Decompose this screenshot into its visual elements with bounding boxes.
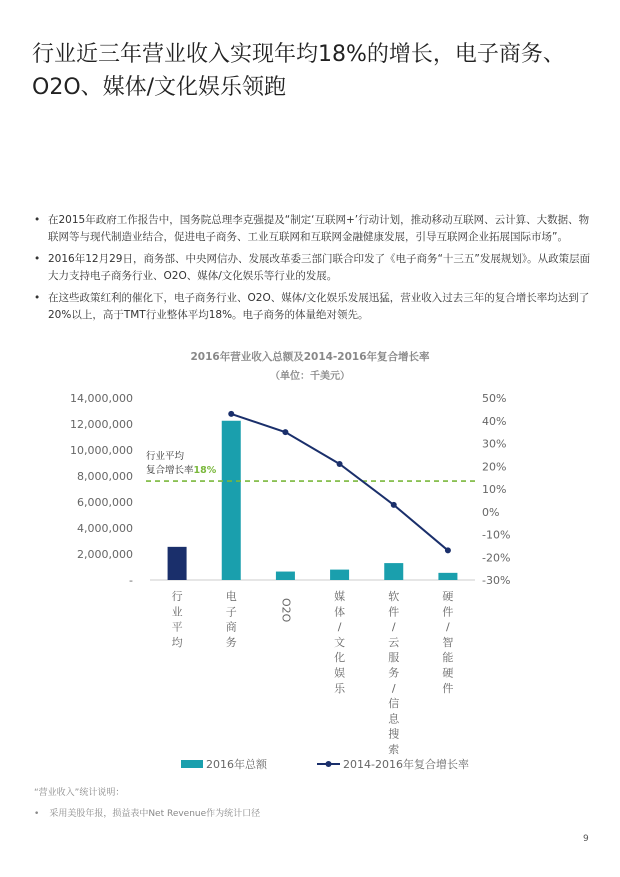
- right-axis-tick-label: 40%: [482, 414, 507, 428]
- right-axis-tick-label: 10%: [482, 483, 507, 496]
- category-label: 硬件/智能硬件: [442, 590, 454, 695]
- growth-rate-point: [337, 461, 343, 467]
- bullet-dot: •: [34, 214, 41, 226]
- reference-label-value: 18%: [193, 465, 217, 477]
- bar: [276, 572, 295, 580]
- bullet-text: 在2015年政府工作报告中，国务院总理李克强提及“制定‘互联网+’行动计划，推动移动互联网、云计算、大数据、物联网等与现代制造业结合，促进电子商务、工业互联网和互联网金融健康发展，引导互联网企业拓展国际市场”。: [48, 214, 590, 243]
- chart-title: 2016年营业收入总额及2014-2016年复合增长率: [190, 351, 430, 363]
- left-axis-tick-label: 8,000,000: [77, 470, 133, 483]
- footnote-item: [34, 806, 260, 819]
- bullet-text: 在这些政策红利的催化下，电子商务行业、O2O、媒体/文化娱乐发展迅猛，营业收入过去三年的复合增长率均达到了20%以上，高于TMT行业整体平均18%。电子商务的体量绝对领先。: [48, 292, 590, 321]
- bar: [168, 547, 187, 580]
- bullet-dot: •: [34, 292, 41, 304]
- growth-rate-point: [445, 547, 451, 553]
- legend-bar-swatch: [181, 760, 203, 768]
- growth-rate-line: [231, 414, 448, 551]
- bullet-item: [34, 290, 594, 323]
- reference-label-line1: 行业平均: [146, 451, 185, 463]
- footnote-text: 采用美股年报，损益表中Net Revenue作为统计口径: [49, 809, 261, 819]
- category-label: 电子商务: [225, 590, 237, 649]
- right-axis-tick-label: 50%: [482, 392, 507, 405]
- bullet-item: [34, 251, 594, 284]
- left-axis-tick-label: 14,000,000: [70, 392, 133, 405]
- combo-chart: [0, 380, 620, 780]
- bullet-dot: •: [34, 253, 41, 265]
- right-axis-tick-label: -20%: [482, 551, 511, 565]
- reference-label-line2: 复合增长率18%: [146, 465, 217, 477]
- growth-rate-point: [391, 502, 397, 508]
- left-axis-tick-label: 4,000,000: [77, 522, 133, 535]
- left-axis-tick-label: 2,000,000: [77, 548, 133, 561]
- right-axis-tick-label: 30%: [482, 437, 507, 451]
- left-axis-tick-label: -: [129, 574, 133, 587]
- growth-rate-point: [228, 411, 234, 417]
- category-label: 行业平均: [171, 590, 183, 649]
- page-title: 行业近三年营业收入实现年均18%的增长，电子商务、O2O、媒体/文化娱乐领跑: [32, 42, 565, 100]
- bullet-list: [34, 212, 594, 329]
- bar: [330, 570, 349, 580]
- legend-line-marker: [326, 761, 332, 767]
- bar: [438, 573, 457, 580]
- right-axis-tick-label: 20%: [482, 460, 507, 474]
- legend-bar-label: 2016年总额: [206, 758, 267, 771]
- bar: [384, 563, 403, 580]
- right-axis-tick-label: -10%: [482, 528, 511, 542]
- legend-line-label: 2014-2016年复合增长率: [343, 758, 469, 771]
- growth-rate-point: [282, 429, 288, 435]
- right-axis-tick-label: -30%: [482, 574, 511, 587]
- left-axis-tick-label: 6,000,000: [77, 496, 133, 509]
- page-number: 9: [583, 834, 589, 844]
- right-axis-tick-label: 0%: [482, 505, 500, 519]
- bullet-text: 2016年12月29日，商务部、中央网信办、发展改革委三部门联合印发了《电子商务“十三五”发展规划》。从政策层面大力支持电子商务行业、O2O、媒体/文化娱乐等行业的发展。: [48, 253, 591, 282]
- left-axis-tick-label: 12,000,000: [70, 418, 133, 431]
- category-label: 媒体/文化娱乐: [334, 590, 346, 695]
- category-label: O2O: [279, 598, 293, 623]
- footnote-title: “营业收入”统计说明：: [34, 788, 125, 798]
- bar: [222, 421, 241, 580]
- left-axis-tick-label: 10,000,000: [70, 444, 133, 457]
- footnote-dot: •: [34, 809, 40, 819]
- category-label: 软件/云服务/信息搜索: [388, 590, 400, 756]
- bullet-item: [34, 212, 594, 245]
- chart-subtitle: （单位：千美元）: [270, 371, 350, 382]
